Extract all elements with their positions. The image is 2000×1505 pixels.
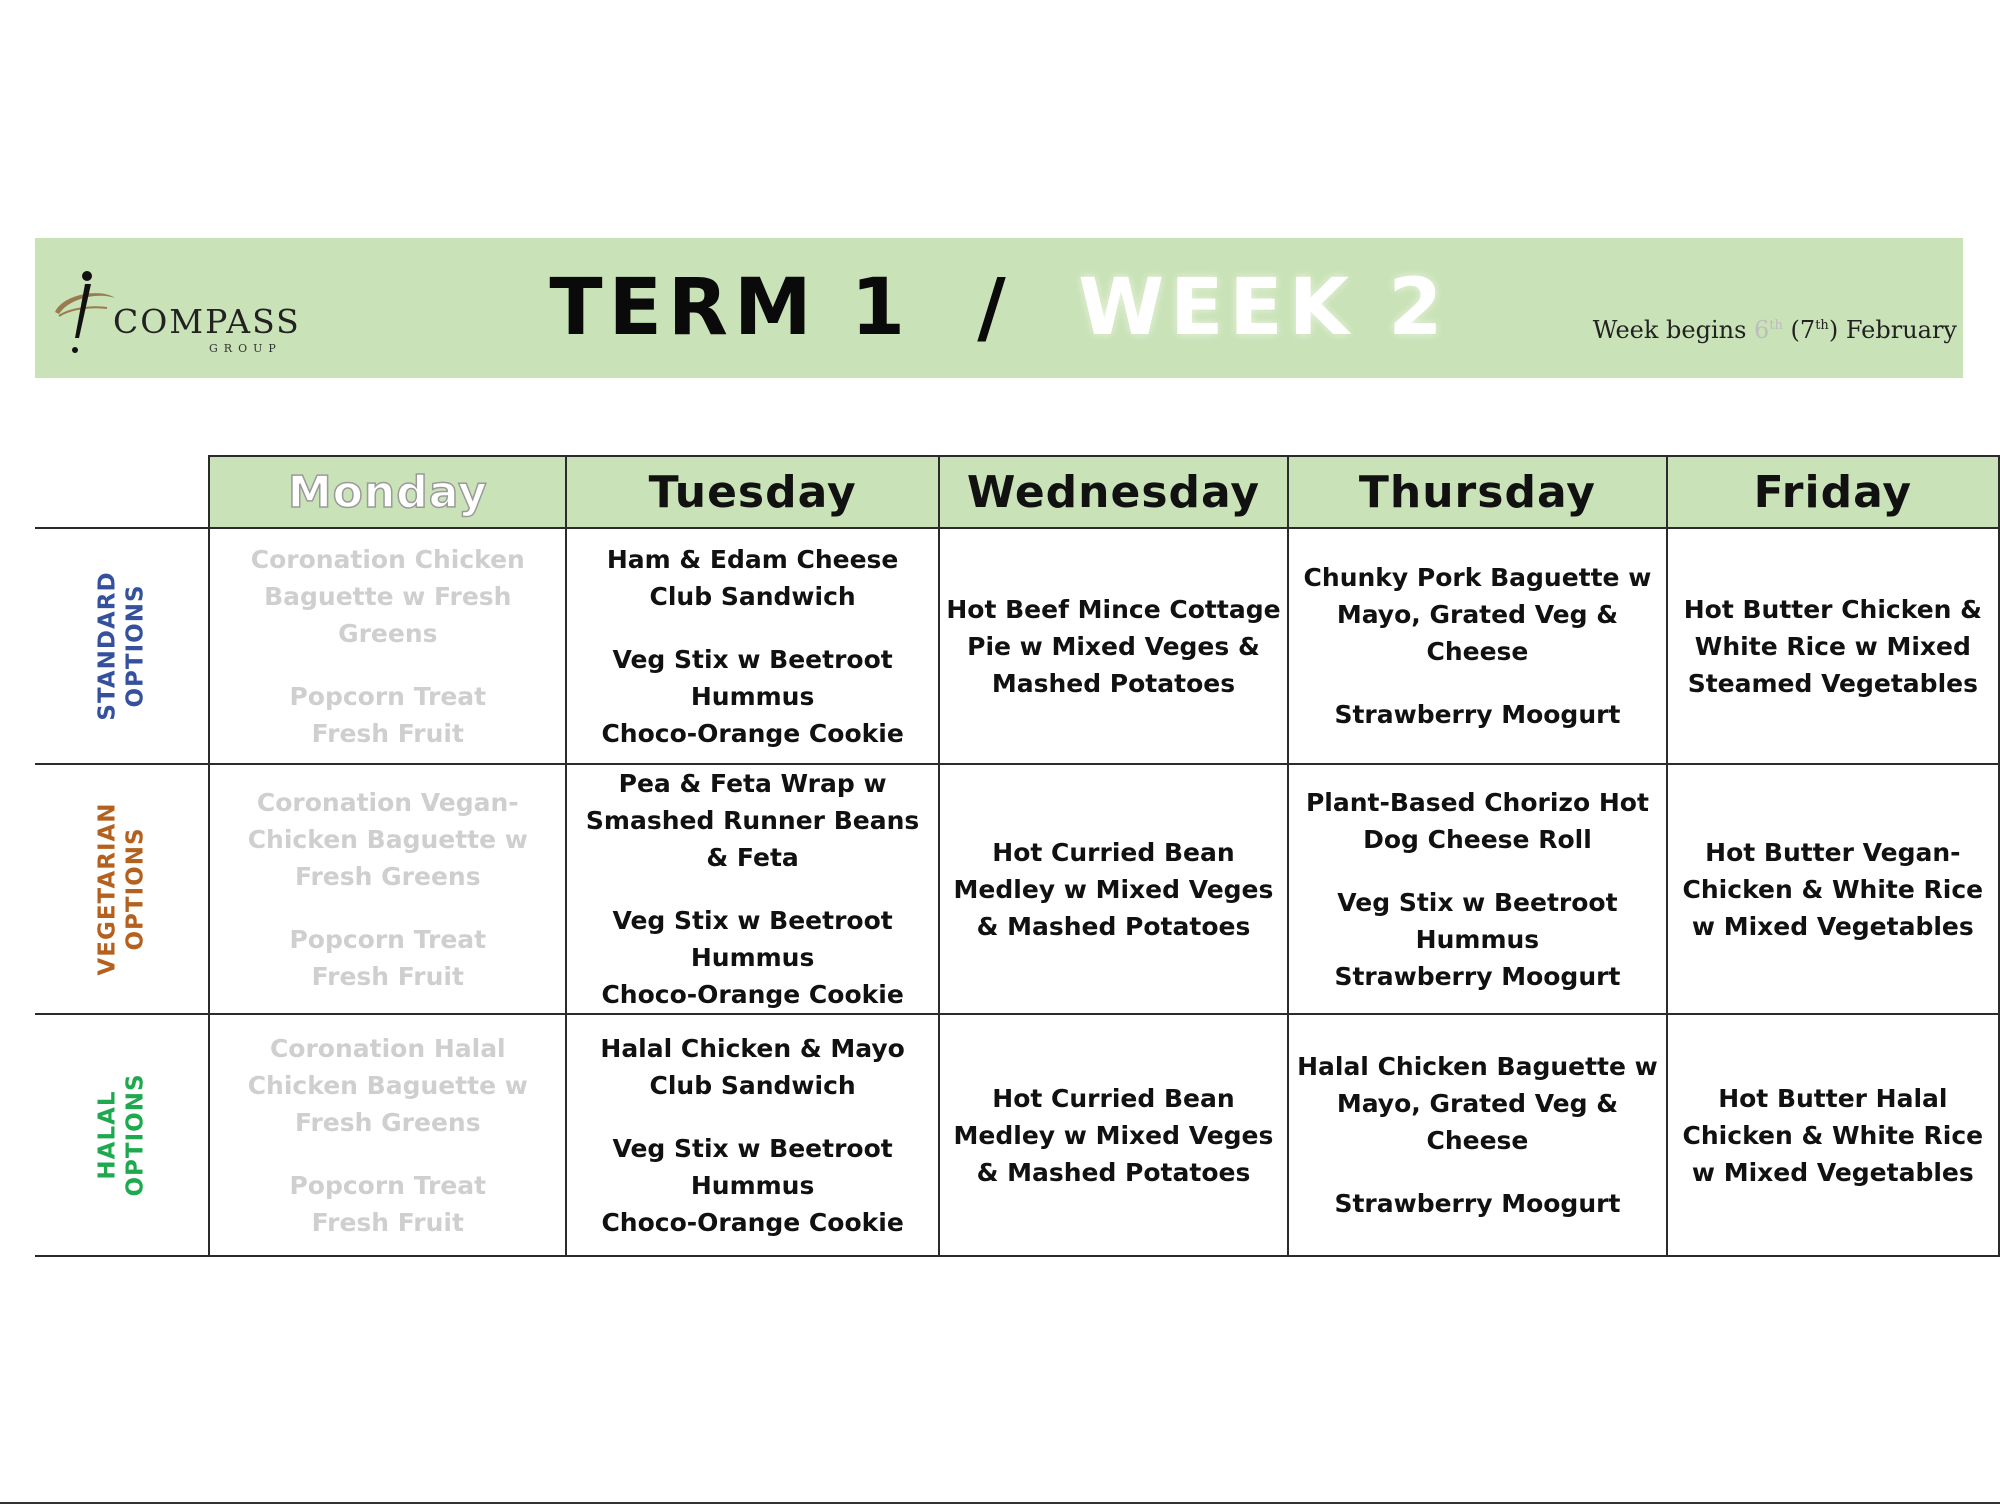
- meal-main: Halal Chicken Baguette w Mayo, Grated Veg & Cheese: [1297, 1052, 1658, 1155]
- meal-main: Chunky Pork Baguette w Mayo, Grated Veg & Cheese: [1303, 563, 1652, 666]
- footer-divider: [0, 1502, 2000, 1504]
- day-header-friday: Friday: [1667, 456, 1999, 528]
- meal-extras: Veg Stix w Beetroot Hummus Strawberry Moogurt: [1334, 887, 1621, 991]
- meal-extras: Popcorn Treat Fresh Fruit: [289, 1170, 487, 1237]
- day-header-monday: Monday: [209, 456, 566, 528]
- header-banner: [35, 238, 1963, 378]
- week-begins-day2: 7th: [1799, 316, 1829, 344]
- meal-extras: Veg Stix w Beetroot Hummus Choco-Orange Cookie: [601, 906, 904, 1009]
- meal-main: Hot Curried Bean Medley w Mixed Veges & Mashed Potatoes: [953, 837, 1274, 941]
- day-header-thursday: Thursday: [1288, 456, 1667, 528]
- meal-main: Hot Butter Halal Chicken & White Rice w Mixed Vegetables: [1682, 1083, 1984, 1187]
- meal-extras: Strawberry Moogurt: [1334, 700, 1621, 729]
- menu-cell-standard-wednesday: [939, 528, 1288, 764]
- week-begins-prefix: Week begins: [1592, 316, 1755, 344]
- row-label-halal: HALAL OPTIONS: [35, 1014, 209, 1256]
- row-label-vegetarian: VEGETARIAN OPTIONS: [35, 764, 209, 1014]
- meal-main: Halal Chicken & Mayo Club Sandwich: [600, 1033, 905, 1100]
- day-header-row: [35, 456, 1999, 528]
- menu-cell-vegetarian-friday: [1667, 764, 1999, 1014]
- table-row-standard: [35, 528, 1999, 764]
- menu-cell-halal-monday: [209, 1014, 566, 1256]
- corner-cell: [35, 456, 209, 528]
- menu-cell-vegetarian-wednesday: [939, 764, 1288, 1014]
- week-begins-day1: 6th: [1754, 316, 1783, 344]
- menu-cell-standard-monday: [209, 528, 566, 764]
- week-begins-note: Week begins 6th (7th) February: [1592, 316, 1957, 344]
- row-label-standard: STANDARD OPTIONS: [35, 528, 209, 764]
- meal-extras: Veg Stix w Beetroot Hummus Choco-Orange Cookie: [601, 644, 904, 748]
- table-row-vegetarian: [35, 764, 1999, 1014]
- table-row-halal: [35, 1014, 1999, 1256]
- meal-main: Coronation Chicken Baguette w Fresh Greens: [250, 544, 525, 648]
- meal-main: Ham & Edam Cheese Club Sandwich: [606, 544, 899, 611]
- weekly-menu-table: [35, 455, 2000, 1257]
- meal-extras: Popcorn Treat Fresh Fruit: [289, 681, 487, 748]
- meal-main: Hot Beef Mince Cottage Pie w Mixed Veges & Mashed Potatoes: [946, 594, 1281, 698]
- meal-extras: Popcorn Treat Fresh Fruit: [289, 924, 487, 991]
- meal-main: Coronation Vegan-Chicken Baguette w Fresh Greens: [247, 787, 528, 891]
- week-label: WEEK 2: [1078, 263, 1449, 353]
- meal-main: Hot Butter Chicken & White Rice w Mixed Steamed Vegetables: [1683, 594, 1982, 698]
- logo-subtitle: GROUP: [209, 342, 282, 355]
- menu-cell-halal-thursday: [1288, 1014, 1667, 1256]
- meal-main: Plant-Based Chorizo Hot Dog Cheese Roll: [1305, 787, 1649, 854]
- menu-cell-halal-friday: [1667, 1014, 1999, 1256]
- week-begins-month: February: [1838, 316, 1957, 344]
- menu-cell-halal-tuesday: [566, 1014, 938, 1256]
- day-header-tuesday: Tuesday: [566, 456, 938, 528]
- meal-main: Coronation Halal Chicken Baguette w Fresh Greens: [247, 1033, 528, 1137]
- term-label: TERM 1 /: [549, 263, 1079, 353]
- menu-cell-standard-thursday: [1288, 528, 1667, 764]
- menu-cell-vegetarian-thursday: [1288, 764, 1667, 1014]
- meal-extras: Strawberry Moogurt: [1334, 1189, 1621, 1218]
- meal-extras: Veg Stix w Beetroot Hummus Choco-Orange Cookie: [601, 1133, 904, 1237]
- menu-cell-standard-friday: [1667, 528, 1999, 764]
- menu-cell-halal-wednesday: [939, 1014, 1288, 1256]
- day-header-wednesday: Wednesday: [939, 456, 1288, 528]
- meal-main: Pea & Feta Wrap w Smashed Runner Beans & Feta: [585, 769, 920, 872]
- logo-name: COMPASS: [113, 302, 301, 341]
- menu-cell-vegetarian-monday: [209, 764, 566, 1014]
- meal-main: Hot Curried Bean Medley w Mixed Veges & Mashed Potatoes: [953, 1083, 1274, 1187]
- menu-cell-vegetarian-tuesday: [566, 764, 938, 1014]
- menu-cell-standard-tuesday: [566, 528, 938, 764]
- meal-main: Hot Butter Vegan-Chicken & White Rice w Mixed Vegetables: [1682, 837, 1984, 941]
